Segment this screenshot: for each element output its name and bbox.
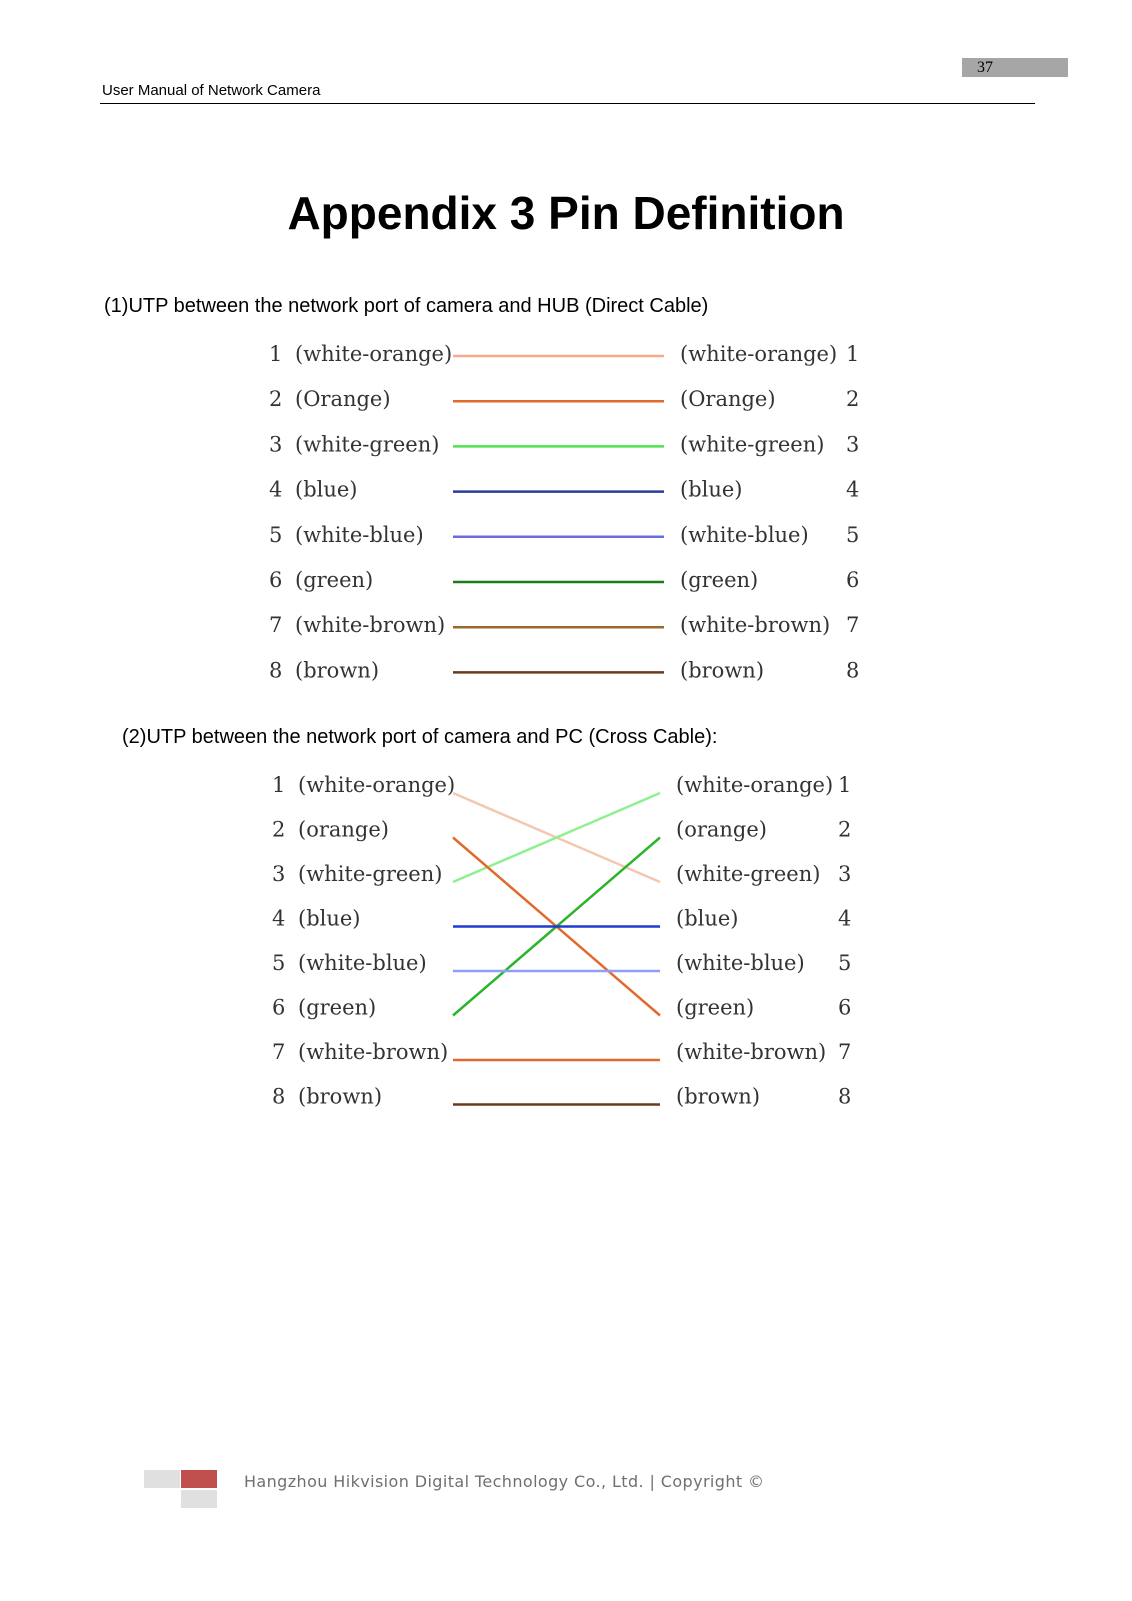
direct-left-pin-number: 8 (269, 658, 283, 683)
cross-right-pin-number: 1 (838, 773, 852, 797)
cross-right-pin-number: 7 (838, 1040, 852, 1064)
footer-logo-block (181, 1490, 217, 1508)
footer-logo-block-accent (181, 1470, 217, 1488)
direct-left-pin-label: (brown) (295, 658, 380, 683)
cross-left-pin-number: 3 (272, 862, 286, 886)
cross-left-pin-number: 1 (272, 773, 286, 797)
page-number: 37 (977, 59, 993, 76)
direct-right-pin-number: 4 (846, 477, 860, 502)
direct-right-pin-number: 8 (846, 658, 860, 683)
direct-right-pin-label: (white-brown) (680, 613, 831, 638)
cross-right-pin-number: 3 (838, 862, 852, 886)
cross-right-pin-label: (white-orange) (676, 773, 834, 797)
cross-right-pin-label: (white-blue) (676, 951, 805, 975)
cross-left-pin-number: 6 (272, 995, 286, 1020)
cross-right-pin-label: (green) (676, 995, 755, 1020)
cross-left-pin-label: (white-green) (298, 862, 443, 886)
cross-left-pin-number: 2 (272, 817, 286, 842)
cross-right-pin-number: 2 (838, 817, 852, 842)
direct-left-pin-label: (green) (295, 568, 374, 592)
cross-left-pin-label: (white-orange) (298, 773, 456, 797)
direct-left-pin-label: (white-orange) (295, 342, 453, 366)
cross-left-pin-label: (white-blue) (298, 951, 427, 975)
direct-left-pin-number: 2 (269, 387, 283, 412)
cross-right-pin-number: 5 (838, 951, 852, 975)
direct-left-pin-label: (Orange) (295, 387, 391, 412)
page-title: Appendix 3 Pin Definition (287, 187, 845, 239)
cross-right-pin-label: (orange) (676, 817, 767, 842)
cross-left-pin-number: 4 (272, 906, 286, 931)
cross-cable-heading: (2)UTP between the network port of camera and PC (Cross Cable): (122, 726, 718, 748)
cross-cable-wires (453, 793, 660, 1105)
direct-left-pin-number: 3 (269, 432, 283, 457)
direct-right-pin-number: 1 (846, 342, 860, 366)
direct-right-pin-label: (brown) (680, 658, 765, 683)
cross-left-pin-number: 5 (272, 951, 286, 975)
cross-right-pin-label: (white-green) (676, 862, 821, 886)
direct-right-pin-label: (white-orange) (680, 342, 838, 366)
cross-right-pin-number: 6 (838, 995, 852, 1020)
direct-right-pin-number: 7 (846, 613, 860, 638)
direct-cable-heading: (1)UTP between the network port of camera and HUB (Direct Cable) (104, 295, 709, 317)
direct-right-pin-number: 6 (846, 568, 860, 592)
direct-right-pin-number: 5 (846, 522, 860, 547)
direct-right-pin-number: 2 (846, 387, 860, 412)
direct-right-pin-label: (white-green) (680, 432, 825, 457)
cross-right-pin-number: 8 (838, 1084, 852, 1109)
cross-left-pin-label: (blue) (298, 906, 361, 931)
direct-left-pin-number: 1 (269, 342, 283, 366)
direct-right-pin-label: (Orange) (680, 387, 776, 412)
direct-left-pin-label: (blue) (295, 477, 358, 502)
footer-copyright: Hangzhou Hikvision Digital Technology Co., Ltd. | Copyright © (244, 1472, 765, 1491)
direct-left-pin-number: 5 (269, 522, 283, 547)
direct-left-pin-number: 4 (269, 477, 283, 502)
direct-left-pin-label: (white-green) (295, 432, 440, 457)
direct-right-pin-label: (white-blue) (680, 522, 809, 547)
direct-right-pin-number: 3 (846, 432, 860, 457)
cross-cable-pin-labels (272, 773, 851, 1109)
direct-left-pin-label: (white-brown) (295, 613, 446, 638)
cross-right-pin-label: (brown) (676, 1084, 761, 1109)
cross-left-pin-label: (white-brown) (298, 1040, 449, 1064)
cross-left-pin-label: (green) (298, 995, 377, 1020)
cross-right-pin-label: (blue) (676, 906, 739, 931)
cross-right-pin-number: 4 (838, 906, 852, 931)
footer-logo-block (144, 1470, 180, 1488)
cross-left-pin-label: (orange) (298, 817, 389, 842)
direct-right-pin-label: (green) (680, 568, 759, 592)
running-header: User Manual of Network Camera (102, 82, 321, 99)
cross-left-pin-number: 7 (272, 1040, 286, 1064)
cross-left-pin-label: (brown) (298, 1084, 383, 1109)
direct-left-pin-label: (white-blue) (295, 522, 424, 547)
direct-left-pin-number: 7 (269, 613, 283, 638)
cross-left-pin-number: 8 (272, 1084, 286, 1109)
direct-left-pin-number: 6 (269, 568, 283, 592)
cross-right-pin-label: (white-brown) (676, 1040, 827, 1064)
direct-right-pin-label: (blue) (680, 477, 743, 502)
